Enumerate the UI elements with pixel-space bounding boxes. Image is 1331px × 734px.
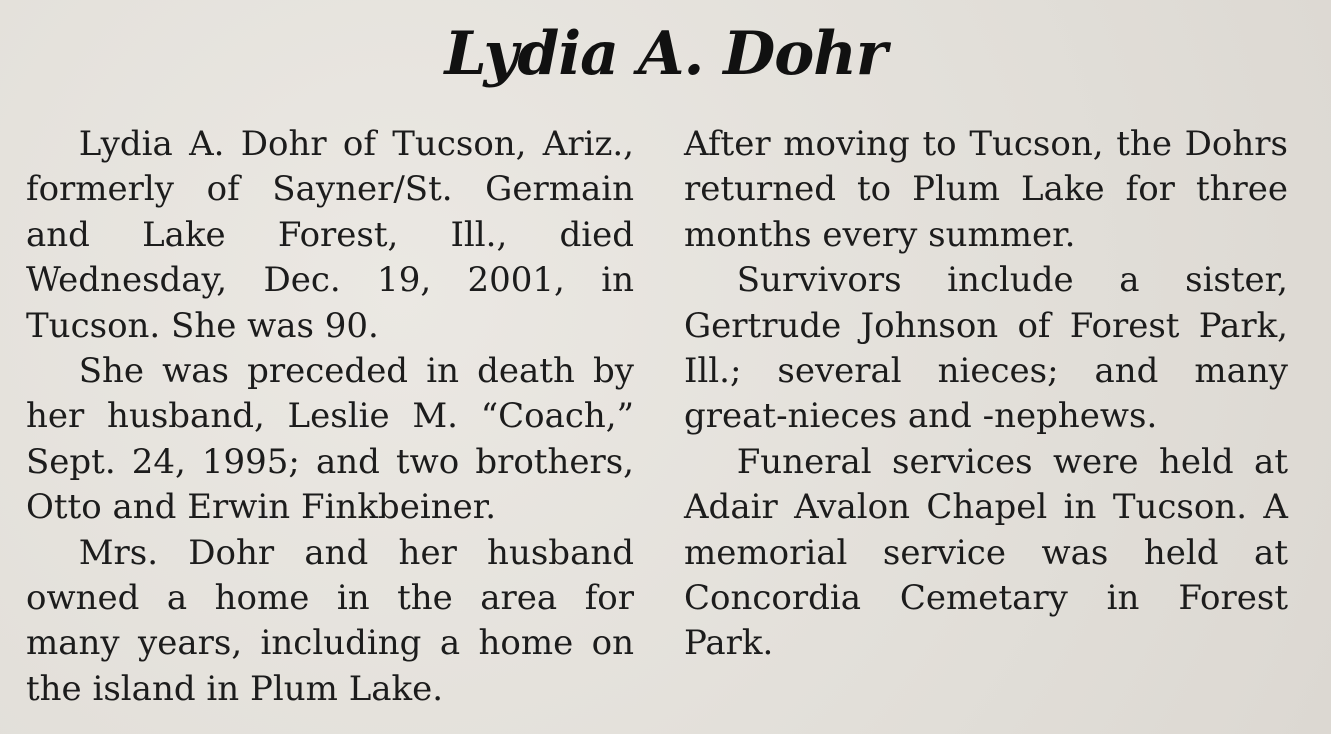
right-column [684,122,1288,667]
paragraph-tucson-move: After moving to Tucson, the Dohrs returned to Plum Lake for three months every summer. [684,124,1288,255]
left-column [26,122,634,712]
paragraph-preceded-in-death: She was preceded in death by her husband, Leslie M. “Coach,” Sept. 24, 1995; and two brothers, Otto and Erwin Finkbeiner. [26,351,634,528]
headline: Lydia A. Dohr [444,19,887,89]
paragraph-home: Mrs. Dohr and her husband owned a home in the area for many years, including a home on the island in Plum Lake. [26,532,634,709]
paragraph-death-notice: Lydia A. Dohr of Tucson, Ariz., formerly of Sayner/St. Germain and Lake Forest, Ill., died Wednesday, Dec. 19, 2001, in Tucson. She was 90. [26,124,634,346]
paragraph-survivors: Survivors include a sister, Gertrude Johnson of Forest Park, Ill.; several nieces; and many great-nieces and -nephews. [684,260,1288,437]
paragraph-services: Funeral services were held at Adair Avalon Chapel in Tucson. A memorial service was held at Concordia Cemetary in Forest Park. [684,441,1288,664]
